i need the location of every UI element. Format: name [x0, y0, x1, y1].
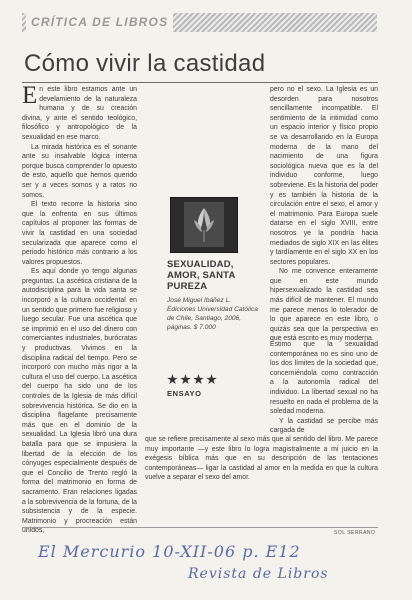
- bottom-divider: [22, 527, 378, 528]
- section-label: CRÍTICA DE LIBROS: [26, 13, 173, 32]
- star-icon: [180, 374, 191, 385]
- title-divider: [22, 82, 378, 83]
- book-title: SEXUALIDAD, AMOR, SANTA PUREZA: [167, 259, 236, 292]
- article-paragraph: pero no el sexo. La Iglesia es un desorden para nosotros sencillamente incompatible. El sentimiento de la intimidad como un espacio interior y físico propio se va desarrollando en la Europa moderna de la mano del nacimiento de una figura sociológica nueva que es la del individuo conforme, luego sobreviene. Es la historia del poder y es también la historia de la circulación entre el sexo, el amor y el matrimonio. Para Europa suele datarse en el siglo XVIII, entre nosotros ye la pondría hacia mediados de siglo XIX en las élites y tardíamente en el siglo XX en los sectores populares.: [270, 86, 378, 266]
- star-icon: [167, 374, 178, 385]
- drop-cap: E: [22, 82, 38, 109]
- article-paragraph: La mirada histórica es el sonante ante su insalvable lógica interna porque busca comprender lo opuesto de esto, aquello que hemos querido ser y a veces somos y a ratos no somos.: [22, 143, 137, 199]
- article-column-bottom: [145, 435, 378, 521]
- article-paragraph: Estimo que la sexualidad contemporánea no es sino uno de los dos límites de la sociedad que, concerniéndola como contracción a la autonomía radical del individuo. La libertad sexual no ha resuelto en nada el problema de la soledad moderna.: [270, 341, 378, 416]
- handwritten-section-note: Revista de Libros: [188, 566, 329, 582]
- article-paragraph: Es aquí donde yo tengo algunas preguntas. La ascética cristiana de la autodisciplina para la vida santa se incorporó a la cultura occidental en un sentido que primero fue religioso y luego secular. Fue una ascética que se imprimió en el uso del dinero con comerciantes industriales, burócratas y productivas. Vivimos en la disciplina radical del tiempo. Pero se incorporó con mucho más rigor a la cultura el uso del cuerpo. La ascética del cuerpo ha sido uno de los controles de la Iglesia de más difícil sobrevivencia histórica. Se dio en la disciplina flagelante precisamente más que en el dominio de la sexualidad. La Iglesia libró una dura batalla para que se impusiera la libertad de la elección de los cónyuges especialmente después de que el Concilio de Trento regló la forma del matrimonio en forma de sacramento. Eran relaciones ligadas a la sobrevivencia de la fortuna, de la subsistencia y de la especie. Matrimonio y procreación están unidos,: [22, 268, 137, 535]
- lily-icon: [186, 204, 222, 244]
- star-icon: [193, 374, 204, 385]
- article-paragraph: En este libro estamos ante un develamiento de la naturaleza humana y de su creación divina, y ante el sentido teológico, filosófico y antropológico de la sexualidad en ese marco.: [22, 82, 137, 141]
- article-paragraph: Y la castidad se percibe más cargada de: [270, 417, 378, 435]
- book-details: José Miguel Ibáñez L. Ediciones Universidad Católica de Chile, Santiago, 2006, páginas. $ 7.000: [167, 297, 258, 331]
- star-icon: [206, 374, 217, 385]
- article-paragraph: El texto recorre la historia sino que la enfrenta en sus últimos capítulos al proponer las formas de vivir la castidad en una sociedad secularizada que aparece como el periodo histórico más contrario a los valores propuestos.: [22, 201, 137, 266]
- article-column-right: [270, 85, 378, 343]
- article-column-left: [22, 82, 137, 555]
- article-title: Cómo vivir la castidad: [24, 50, 266, 77]
- rating-stars: [167, 374, 217, 385]
- handwritten-source-note: El Mercurio 10-XII-06 p. E12: [38, 542, 301, 561]
- book-cover-image: [170, 197, 238, 253]
- author-byline: SOL SERRANO: [334, 530, 376, 536]
- article-column-right-lower: [270, 340, 378, 435]
- genre-label: ENSAYO: [167, 389, 202, 398]
- article-paragraph: No me convence enteramente que en este mundo hipersexualizado la castidad sea más difícil de mantener. El mundo me parece menos lo tolerador de lo que aparece en este libro, o quizás sea que la perspectiva en que está escrito es muy moderna.: [270, 268, 378, 343]
- article-paragraph: que se refiere precisamente al sexo más que al sentido del libro. Me parece muy importante —y este libro lo logra magistralmente a mi juicio en la exégesis bíblica más que en su descripción de las tentaciones contemporáneas— ligar la castidad al amor en la medida en que la cultura vuelve a separar el sexo del amor.: [145, 436, 378, 482]
